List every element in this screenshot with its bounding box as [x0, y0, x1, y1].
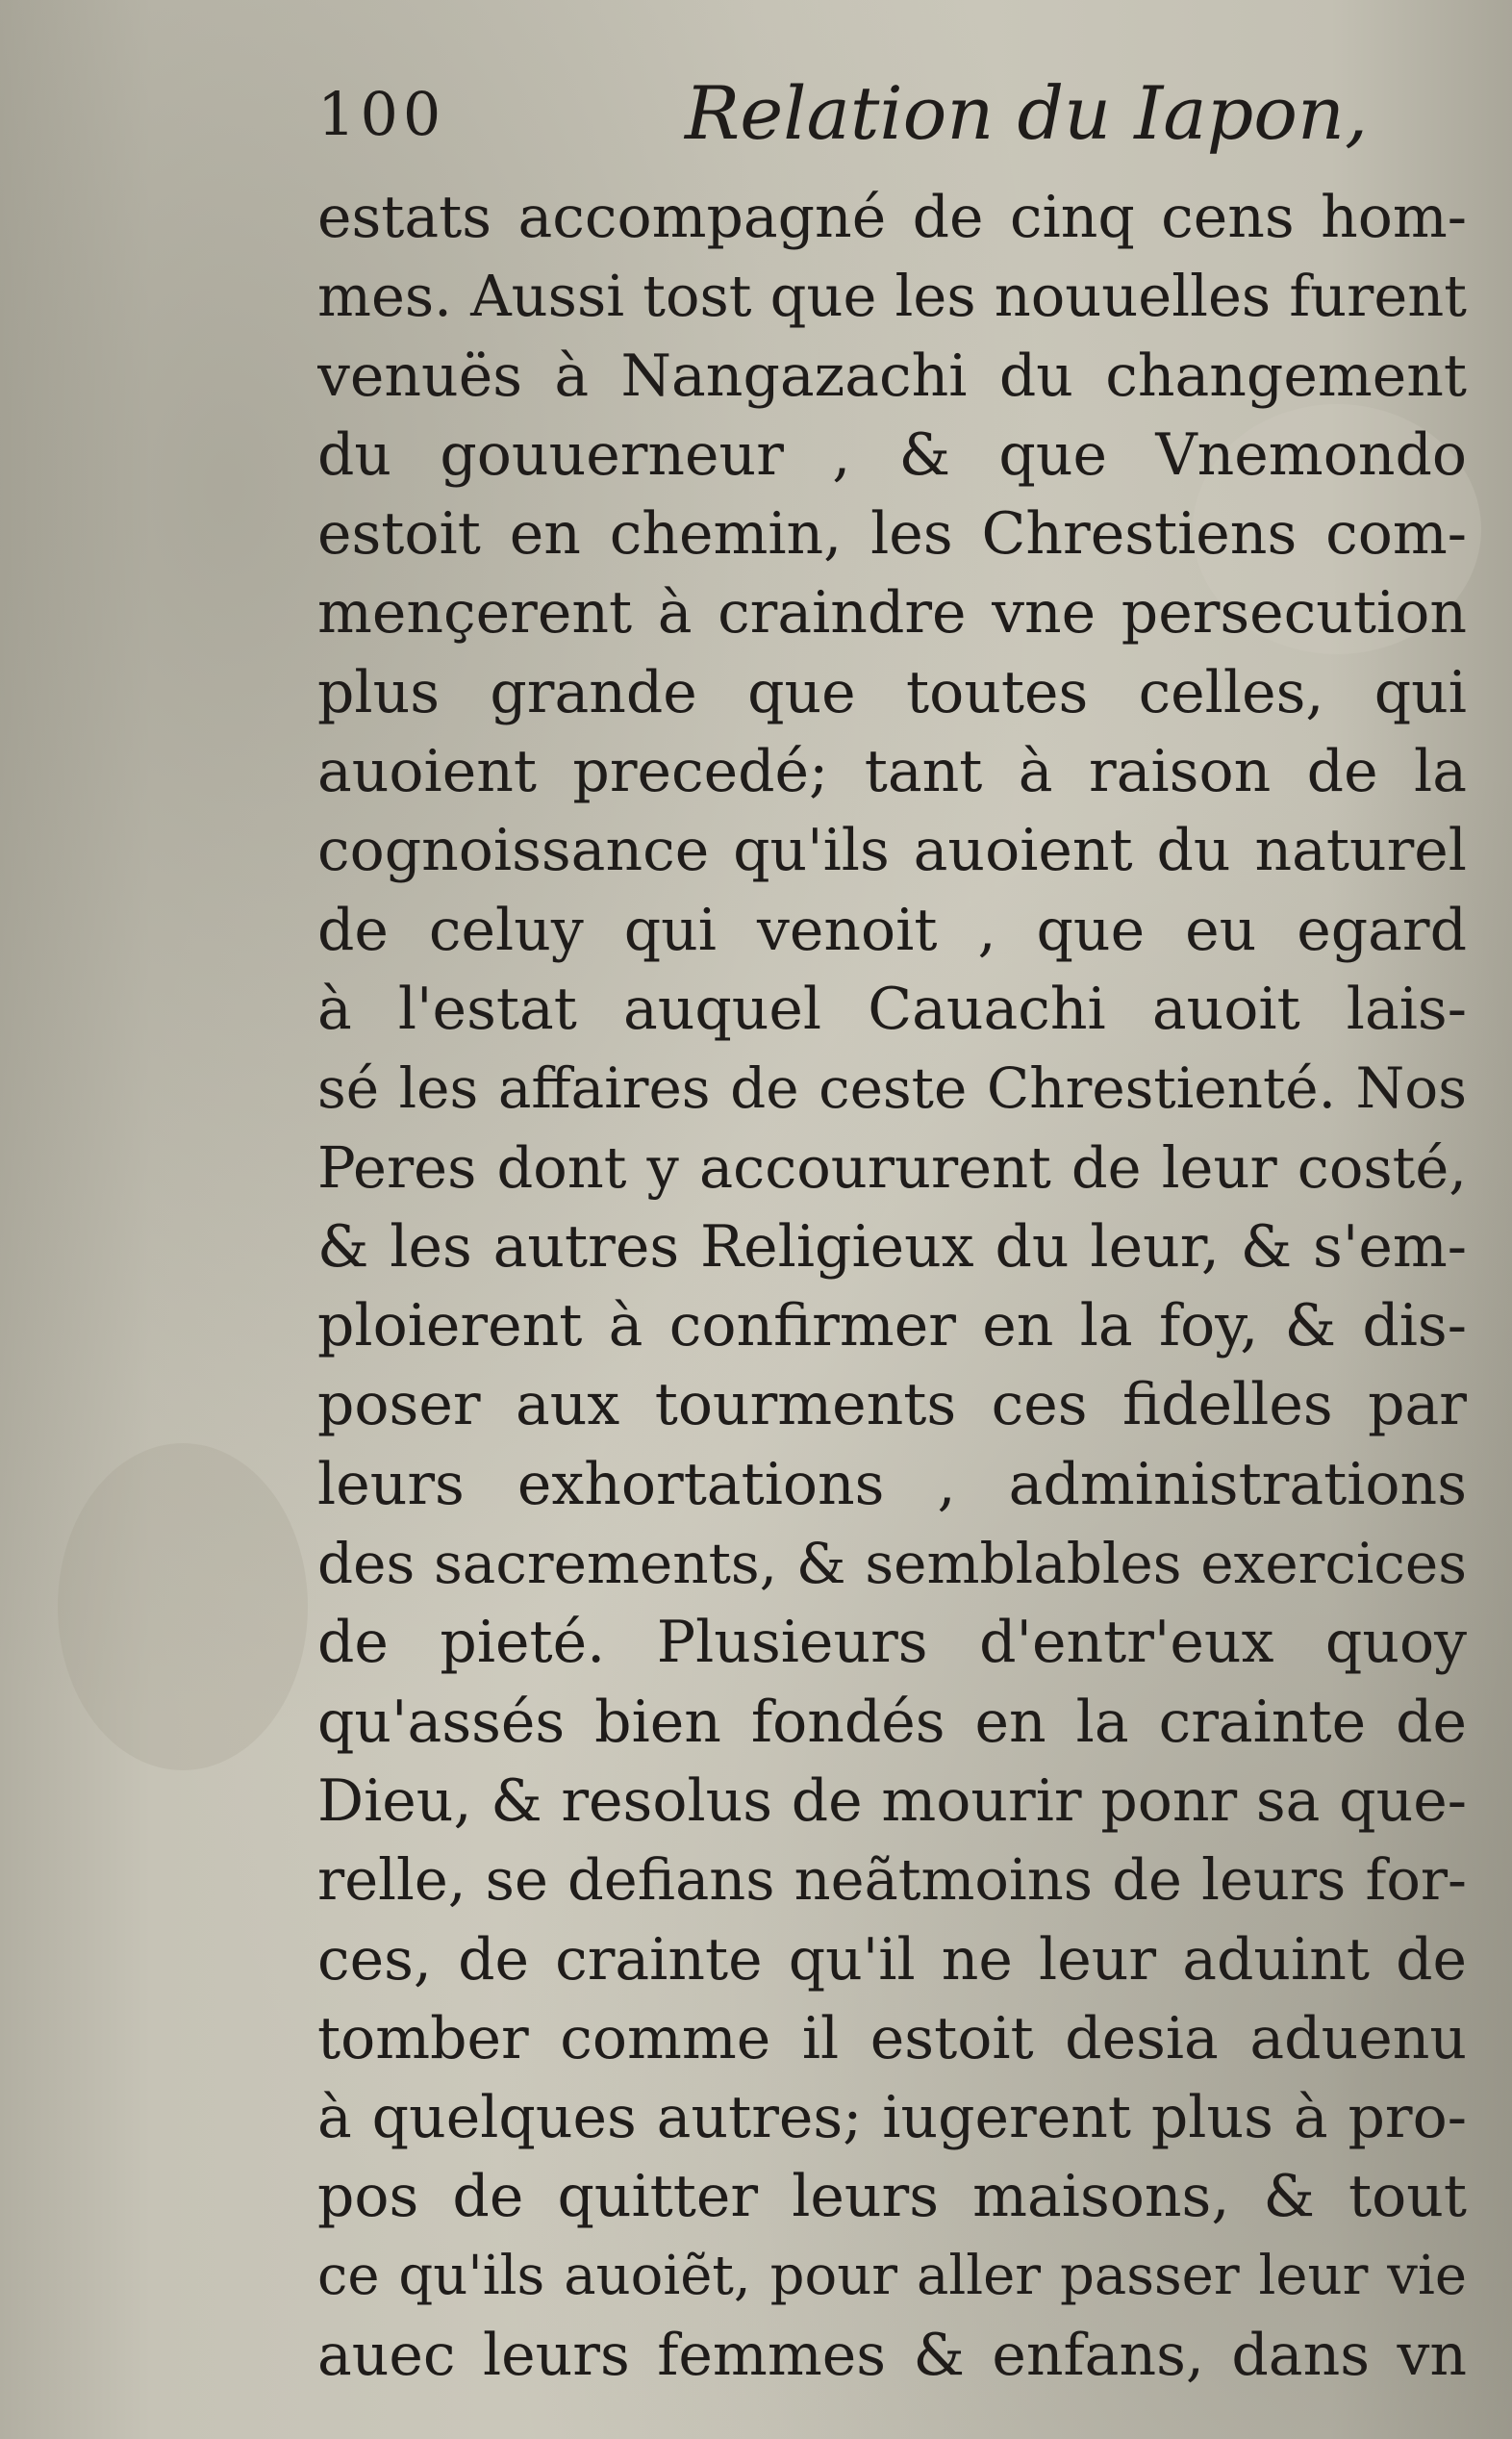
- text-line: mençerent à craindre vne persecution: [317, 579, 1467, 648]
- text-line: Dieu, & resolus de mourir ponr sa que-: [317, 1766, 1467, 1835]
- text-line: leurs exhortations , administrations: [317, 1450, 1467, 1518]
- text-line: de celuy qui venoit , que eu egard: [317, 896, 1467, 964]
- text-line: à quelques autres; iugerent plus à pro-: [317, 2084, 1467, 2152]
- text-line: ploierent à confirmer en la foy, & dis-: [317, 1292, 1467, 1360]
- text-line: plus grande que toutes celles, qui: [317, 658, 1467, 726]
- text-line: des sacrements, & semblables exercices: [317, 1531, 1467, 1597]
- running-title: Relation du Iapon,: [685, 70, 1369, 156]
- text-line: de pieté. Plusieurs d'entr'eux quoy: [317, 1609, 1467, 1677]
- text-line: relle, se defians neãtmoins de leurs for-: [317, 1846, 1467, 1914]
- text-line: à l'estat auquel Cauachi auoit lais-: [317, 975, 1467, 1043]
- text-line: & les autres Religieux du leur, & s'em-: [317, 1212, 1467, 1281]
- text-line: ce qu'ils auoiẽt, pour aller passer leur vie: [317, 2244, 1467, 2307]
- text-line: venuës à Nangazachi du changement: [317, 342, 1467, 410]
- text-line: auec leurs femmes & enfans, dans vn: [317, 2322, 1467, 2390]
- text-line: qu'assés bien fondés en la crainte de: [317, 1688, 1467, 1756]
- running-head: [317, 70, 1369, 183]
- text-line: tomber comme il estoit desia aduenu: [317, 2004, 1467, 2072]
- text-line: Peres dont y accoururent de leur costé,: [317, 1133, 1467, 1201]
- text-line: sé les affaires de ceste Chrestienté. Nos: [317, 1055, 1467, 1122]
- paper-stain: [58, 1443, 308, 1770]
- text-line: ces, de crainte qu'il ne leur aduint de: [317, 1925, 1467, 1994]
- page-number: 100: [317, 79, 446, 149]
- text-line: poser aux tourments ces fidelles par: [317, 1371, 1467, 1439]
- text-line: du gouuerneur , & que Vnemondo: [317, 420, 1467, 489]
- text-line: estoit en chemin, les Chrestiens com-: [317, 500, 1467, 569]
- text-line: pos de quitter leurs maisons, & tout: [317, 2163, 1467, 2231]
- body-text: [317, 178, 1467, 2395]
- text-line: cognoissance qu'ils auoient du naturel: [317, 817, 1467, 885]
- text-line: mes. Aussi tost que les nouuelles furent: [317, 263, 1467, 330]
- text-line: estats accompagné de cinq cens hom-: [317, 184, 1467, 251]
- text-line: auoient precedé; tant à raison de la: [317, 738, 1467, 806]
